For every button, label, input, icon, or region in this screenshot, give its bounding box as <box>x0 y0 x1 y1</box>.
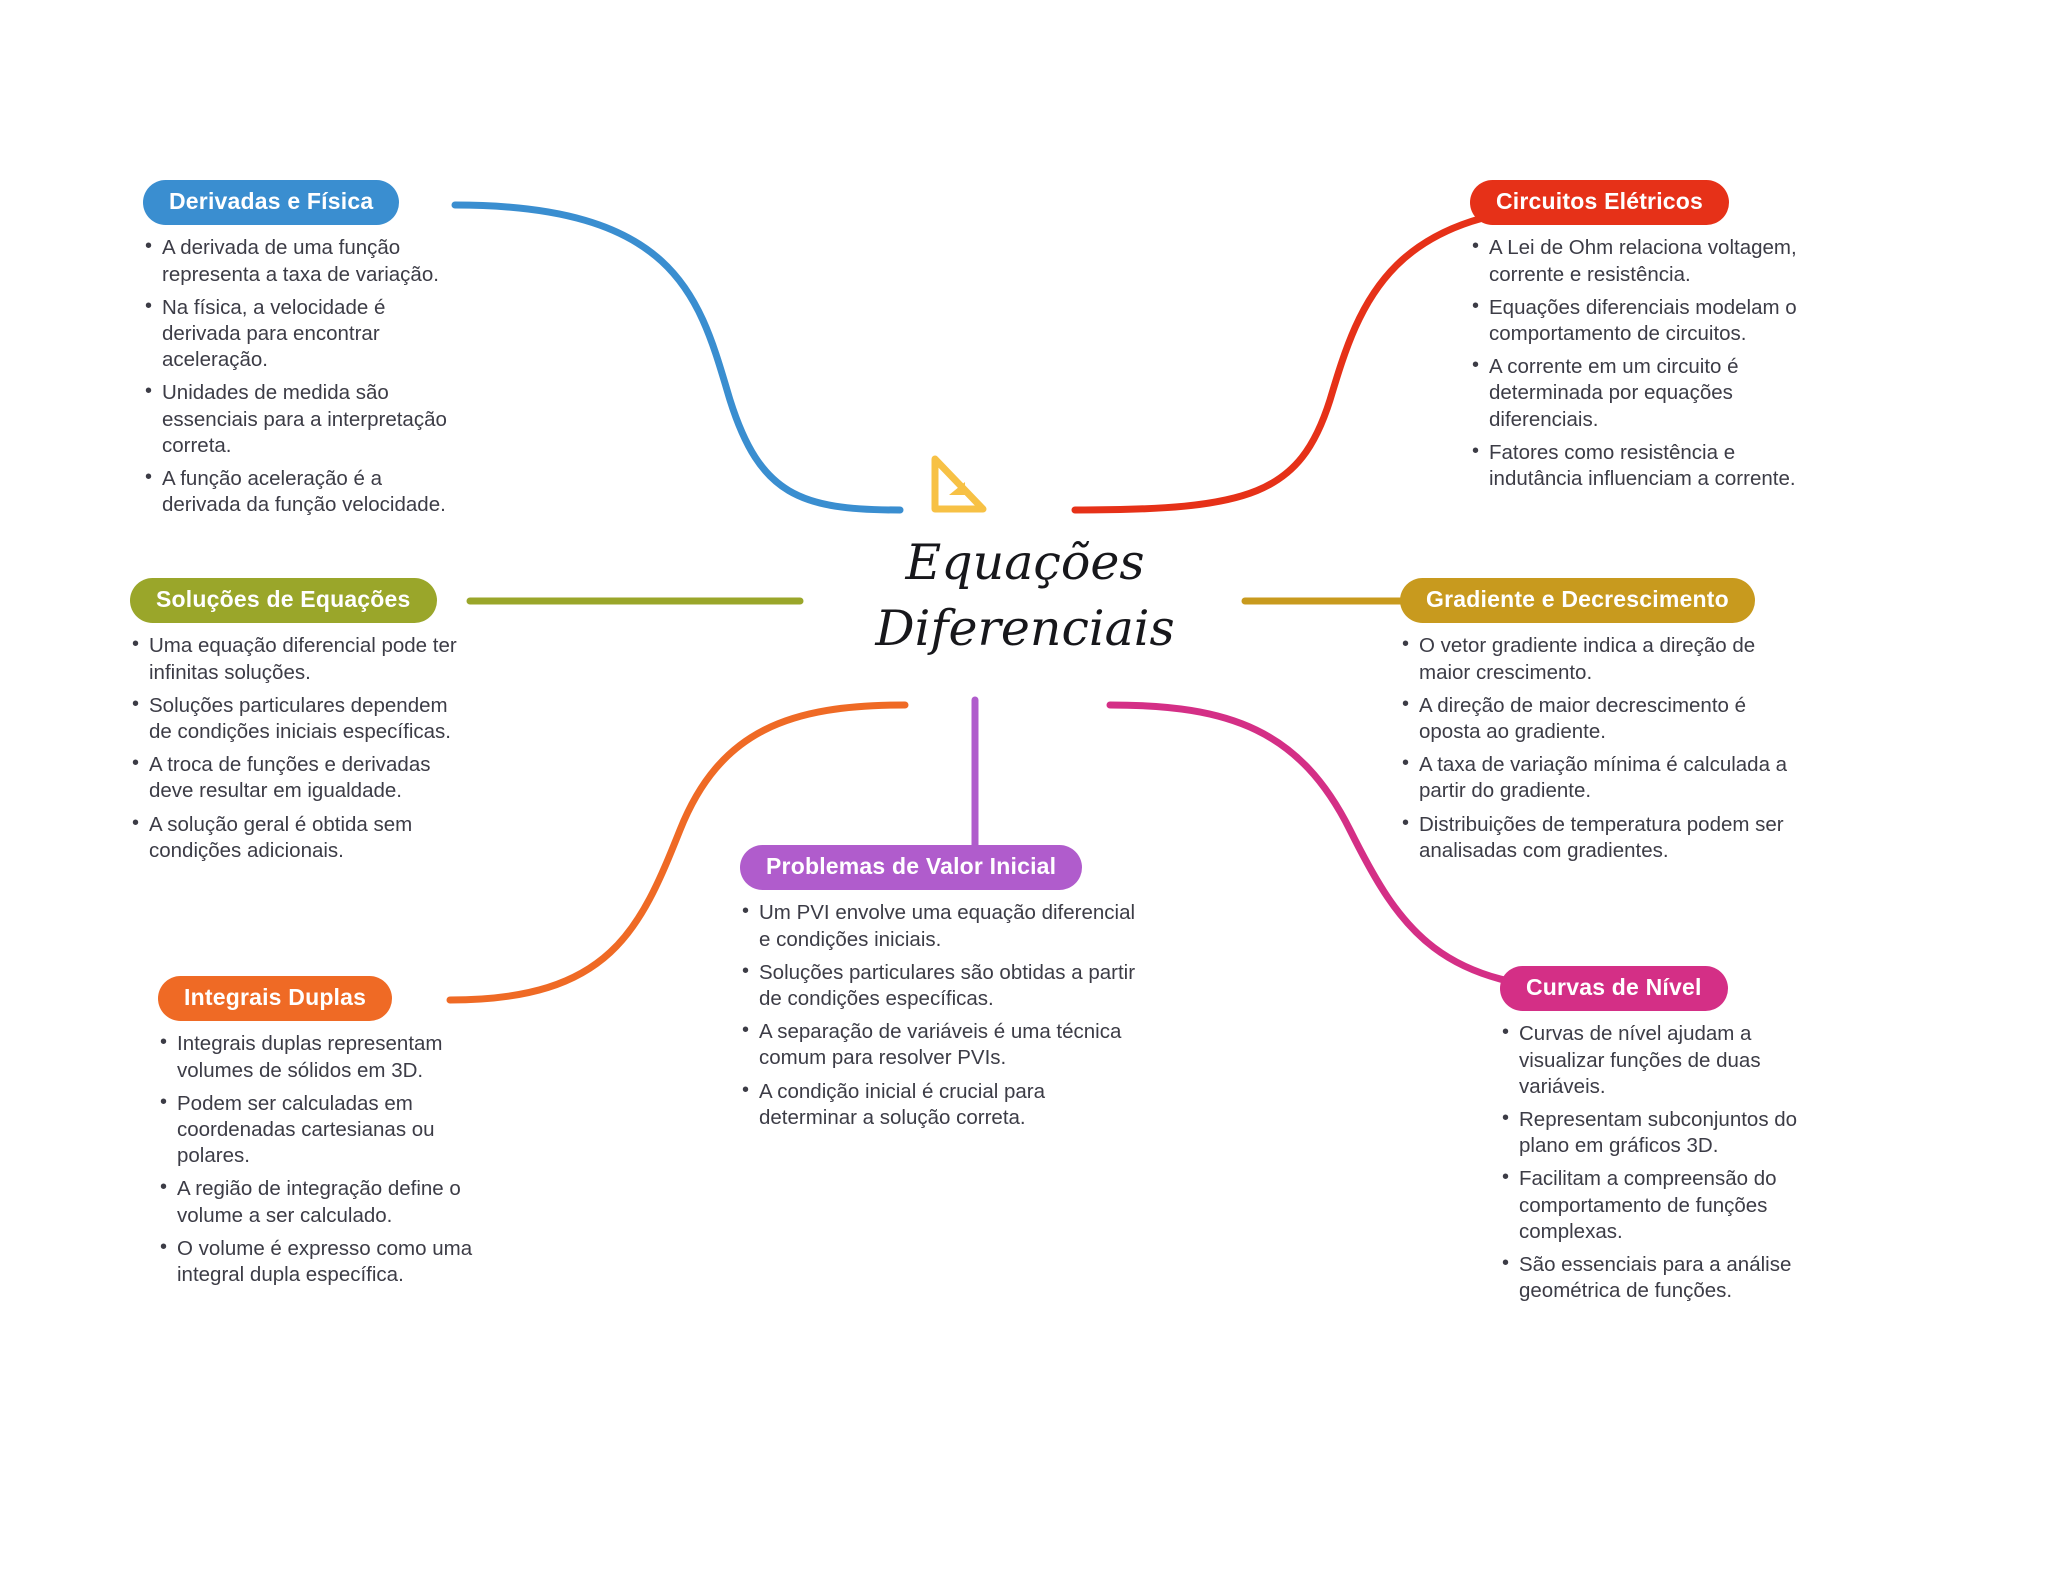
list-item: • A função aceleração é a derivada da função velocidade. <box>143 466 453 518</box>
list-item: • Distribuições de temperatura podem ser analisadas com gradientes. <box>1400 812 1800 864</box>
branch-items-solucoes-de-equacoes <box>130 633 475 864</box>
list-item: • A condição inicial é crucial para determinar a solução correta. <box>740 1079 1140 1131</box>
branch-circuitos-eletricos[interactable] <box>1470 180 1815 499</box>
branch-title-circuitos-eletricos[interactable]: Circuitos Elétricos <box>1470 180 1729 225</box>
branch-items-integrais-duplas <box>158 1031 478 1288</box>
list-item: • Soluções particulares são obtidas a partir de condições específicas. <box>740 960 1140 1012</box>
list-item: • Um PVI envolve uma equação diferencial e condições iniciais. <box>740 900 1140 952</box>
list-item: • A direção de maior decrescimento é oposta ao gradiente. <box>1400 693 1800 745</box>
branch-problemas-de-valor-inicial[interactable] <box>740 845 1140 1138</box>
list-item: • A solução geral é obtida sem condições adicionais. <box>130 812 475 864</box>
list-item: • A corrente em um circuito é determinada por equações diferenciais. <box>1470 354 1815 433</box>
branch-title-gradiente-e-decrescimento[interactable]: Gradiente e Decrescimento <box>1400 578 1755 623</box>
list-item: • O vetor gradiente indica a direção de maior crescimento. <box>1400 633 1800 685</box>
list-item: • Fatores como resistência e indutância influenciam a corrente. <box>1470 440 1815 492</box>
branch-items-circuitos-eletricos <box>1470 235 1815 492</box>
list-item: • Soluções particulares dependem de condições iniciais específicas. <box>130 693 475 745</box>
list-item: • Na física, a velocidade é derivada para encontrar aceleração. <box>143 295 453 374</box>
center-title-line1: Equações <box>905 534 1145 591</box>
list-item: • A região de integração define o volume a ser calculado. <box>158 1176 478 1228</box>
connector-derivadas-e-fisica <box>455 205 900 510</box>
branch-title-curvas-de-nivel[interactable]: Curvas de Nível <box>1500 966 1728 1011</box>
branch-solucoes-de-equacoes[interactable] <box>130 578 475 871</box>
branch-curvas-de-nivel[interactable] <box>1500 966 1830 1312</box>
list-item: • A separação de variáveis é uma técnica comum para resolver PVIs. <box>740 1019 1140 1071</box>
list-item: • Representam subconjuntos do plano em gráficos 3D. <box>1500 1107 1830 1159</box>
branch-title-problemas-de-valor-inicial[interactable]: Problemas de Valor Inicial <box>740 845 1082 890</box>
list-item: • O volume é expresso como uma integral dupla específica. <box>158 1236 478 1288</box>
triangle-ruler-icon <box>925 455 995 517</box>
list-item: • A taxa de variação mínima é calculada a partir do gradiente. <box>1400 752 1800 804</box>
list-item: • Curvas de nível ajudam a visualizar funções de duas variáveis. <box>1500 1021 1830 1100</box>
list-item: • Facilitam a compreensão do comportamento de funções complexas. <box>1500 1166 1830 1245</box>
list-item: • São essenciais para a análise geométrica de funções. <box>1500 1252 1830 1304</box>
branch-items-problemas-de-valor-inicial <box>740 900 1140 1131</box>
list-item: • A derivada de uma função representa a taxa de variação. <box>143 235 453 287</box>
branch-integrais-duplas[interactable] <box>158 976 478 1295</box>
list-item: • Podem ser calculadas em coordenadas cartesianas ou polares. <box>158 1091 478 1170</box>
branch-items-derivadas-e-fisica <box>143 235 453 518</box>
branch-title-solucoes-de-equacoes[interactable]: Soluções de Equações <box>130 578 437 623</box>
list-item: • Equações diferenciais modelam o comportamento de circuitos. <box>1470 295 1815 347</box>
list-item: • A troca de funções e derivadas deve resultar em igualdade. <box>130 752 475 804</box>
branch-title-derivadas-e-fisica[interactable]: Derivadas e Física <box>143 180 399 225</box>
branch-derivadas-e-fisica[interactable] <box>143 180 453 526</box>
branch-items-gradiente-e-decrescimento <box>1400 633 1800 864</box>
list-item: • Uma equação diferencial pode ter infinitas soluções. <box>130 633 475 685</box>
center-title-line2: Diferenciais <box>875 600 1175 658</box>
page-title <box>790 530 1260 662</box>
list-item: • Integrais duplas representam volumes de sólidos em 3D. <box>158 1031 478 1083</box>
branch-items-curvas-de-nivel <box>1500 1021 1830 1304</box>
branch-title-integrais-duplas[interactable]: Integrais Duplas <box>158 976 392 1021</box>
list-item: • Unidades de medida são essenciais para a interpretação correta. <box>143 380 453 459</box>
list-item: • A Lei de Ohm relaciona voltagem, corrente e resistência. <box>1470 235 1815 287</box>
branch-gradiente-e-decrescimento[interactable] <box>1400 578 1800 871</box>
